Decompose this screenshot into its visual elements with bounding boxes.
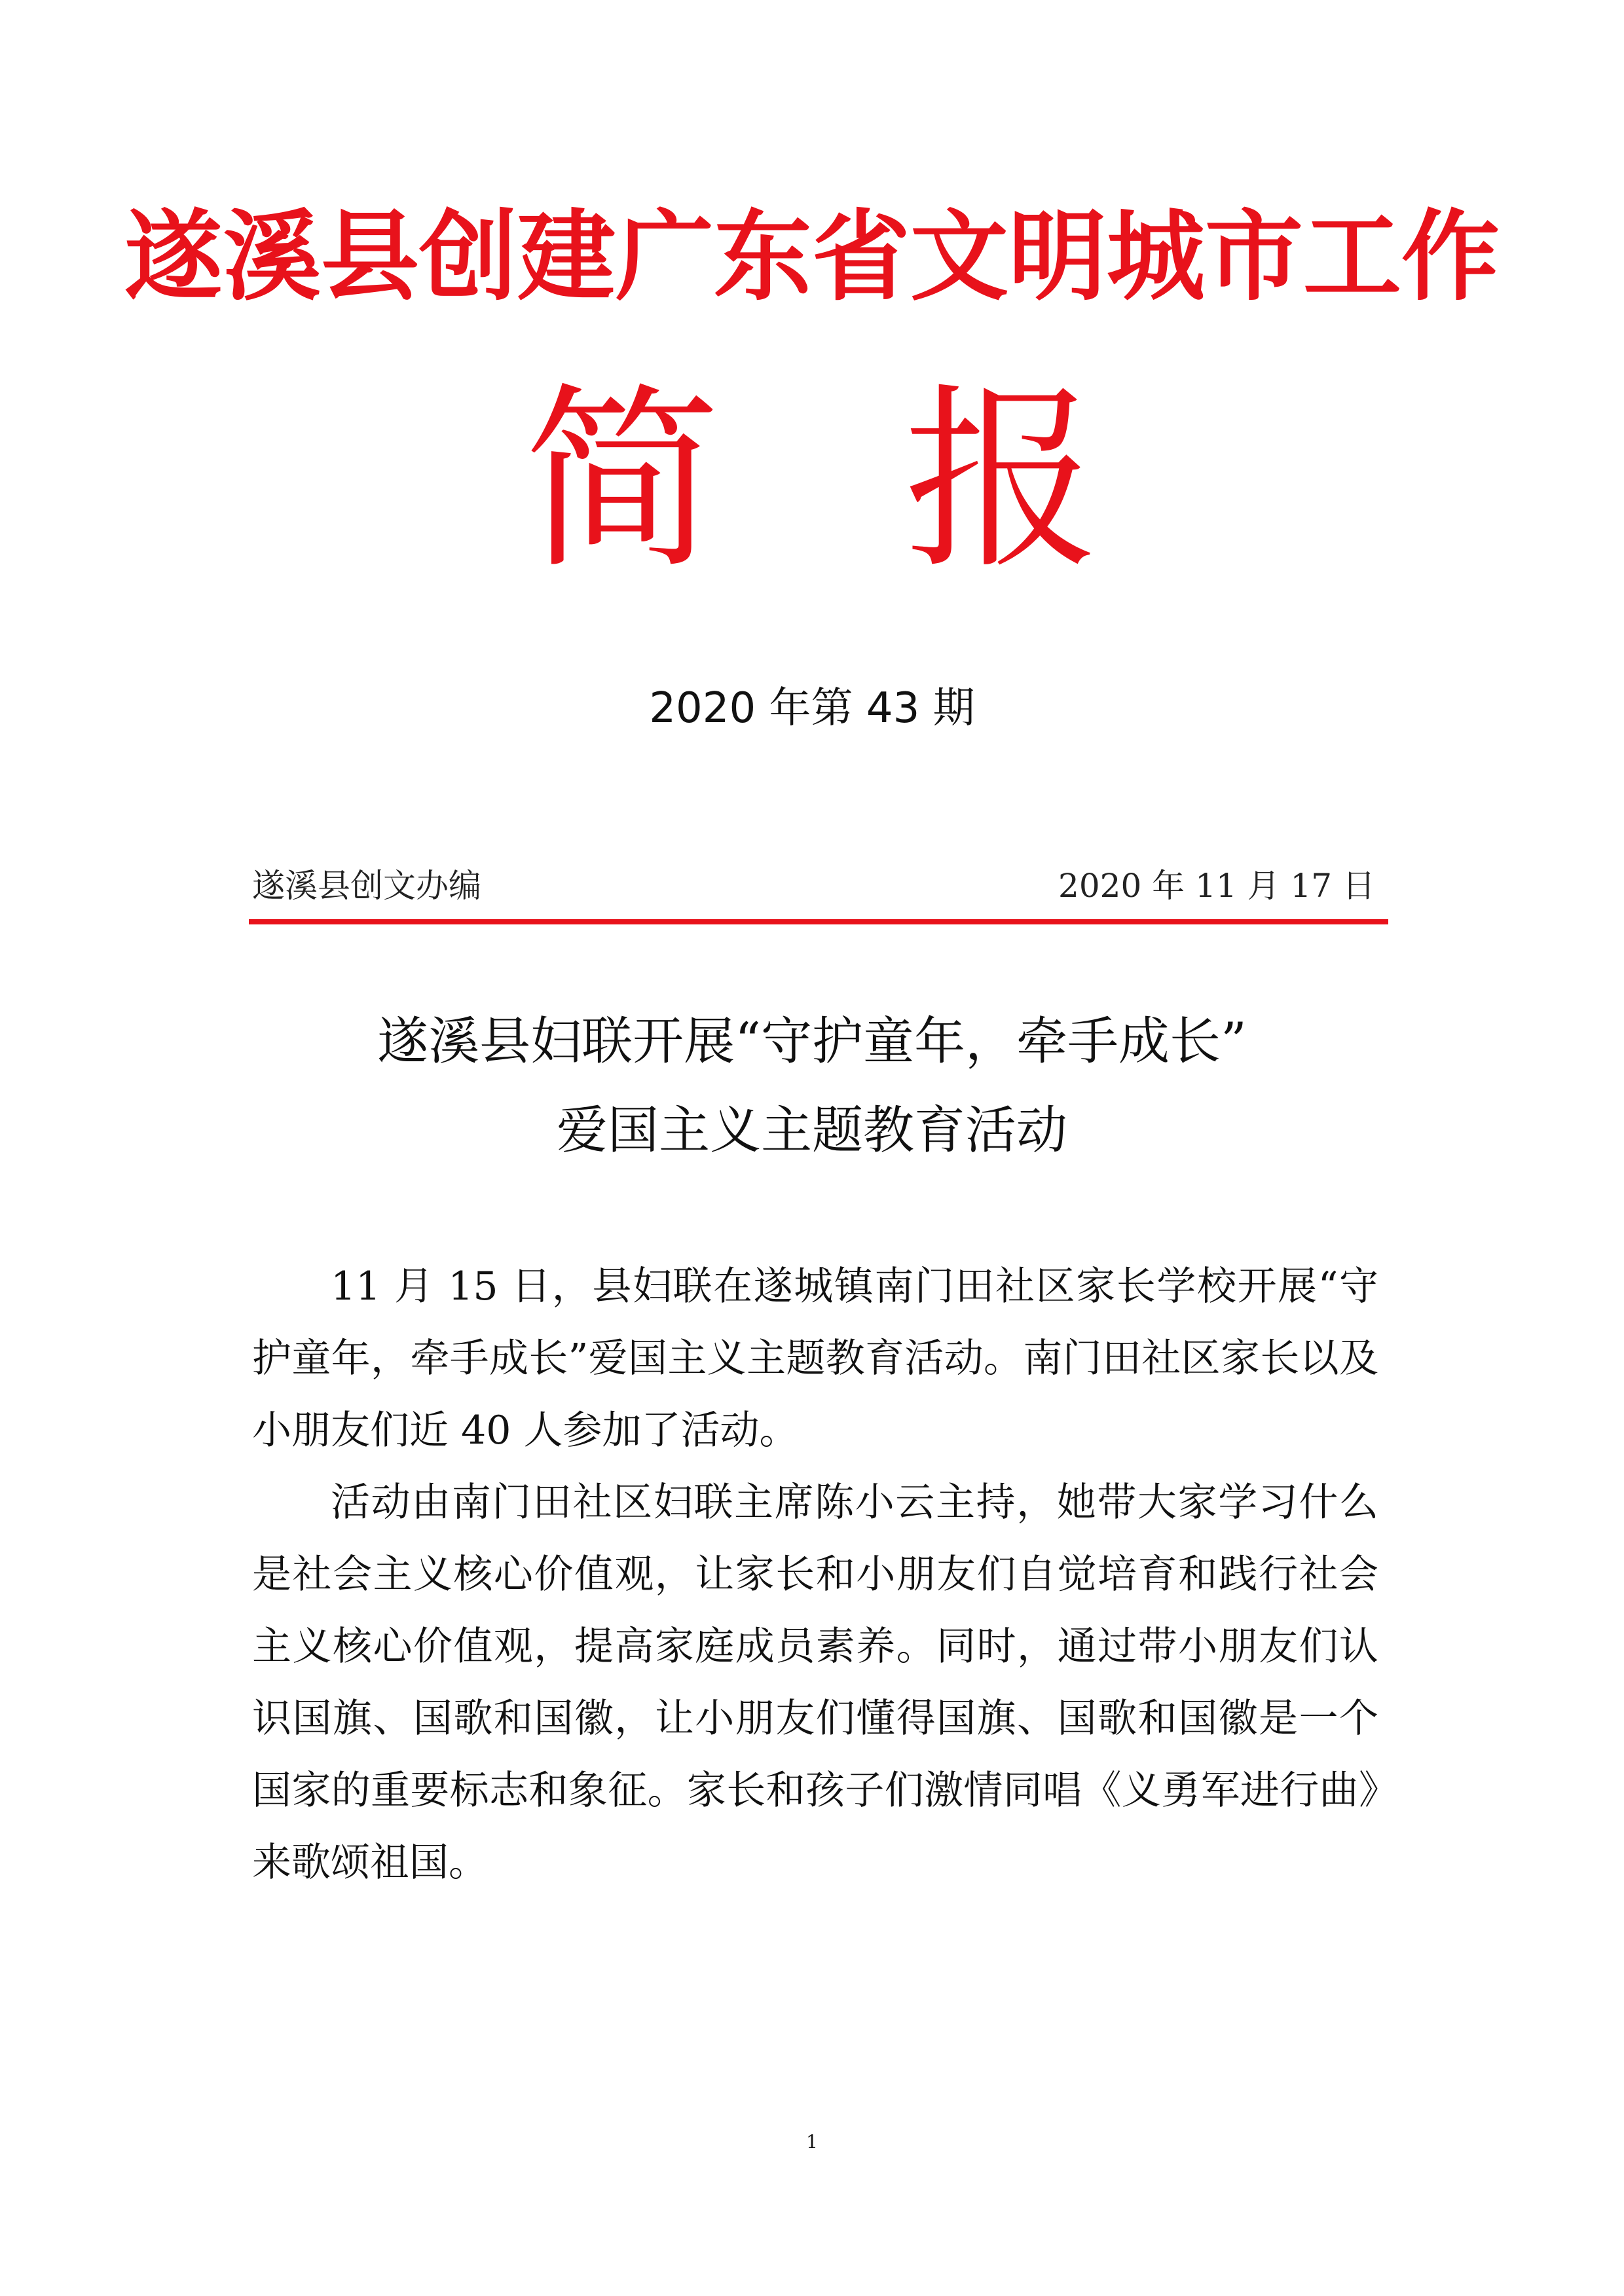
article-headline-line-2: 爱国主义主题教育活动 [556,1101,1067,1160]
article-body [252,1250,1378,1899]
brief-title [0,367,1624,595]
brief-title-char-1: 简 [524,367,720,595]
meta-row [252,863,1375,909]
red-divider [249,919,1388,924]
article-paragraph-2: 活动由南门田社区妇联主席陈小云主持，她带大家学习什么是社会主义核心价值观，让家长和小朋友们自觉培育和践行社会主义核心价值观，提高家庭成员素养。同时，通过带小朋友们认识国旗、国歌和国徽，让小朋友们懂得国旗、国歌和国徽是一个国家的重要标志和象征。家长和孩子们激情同唱《义勇军进行曲》来歌颂祖国。 [252,1480,1378,1886]
brief-title-char-2: 报 [904,367,1100,595]
page-number: 1 [806,2131,818,2153]
article-paragraph-1: 11 月 15 日，县妇联在遂城镇南门田社区家长学校开展“守护童年，牵手成长”爱国主义主题教育活动。南门田社区家长以及小朋友们近 40 人参加了活动。 [252,1264,1378,1453]
article-headline-line-1: 遂溪县妇联开展“守护童年，牵手成长” [377,1012,1247,1071]
masthead-title: 遂溪县创建广东省文明城市工作 [124,200,1500,314]
editor-label: 遂溪县创文办编 [252,867,481,905]
issue-number: 2020 年第 43 期 [649,684,975,733]
publish-date: 2020 年 11 月 17 日 [1058,867,1375,905]
